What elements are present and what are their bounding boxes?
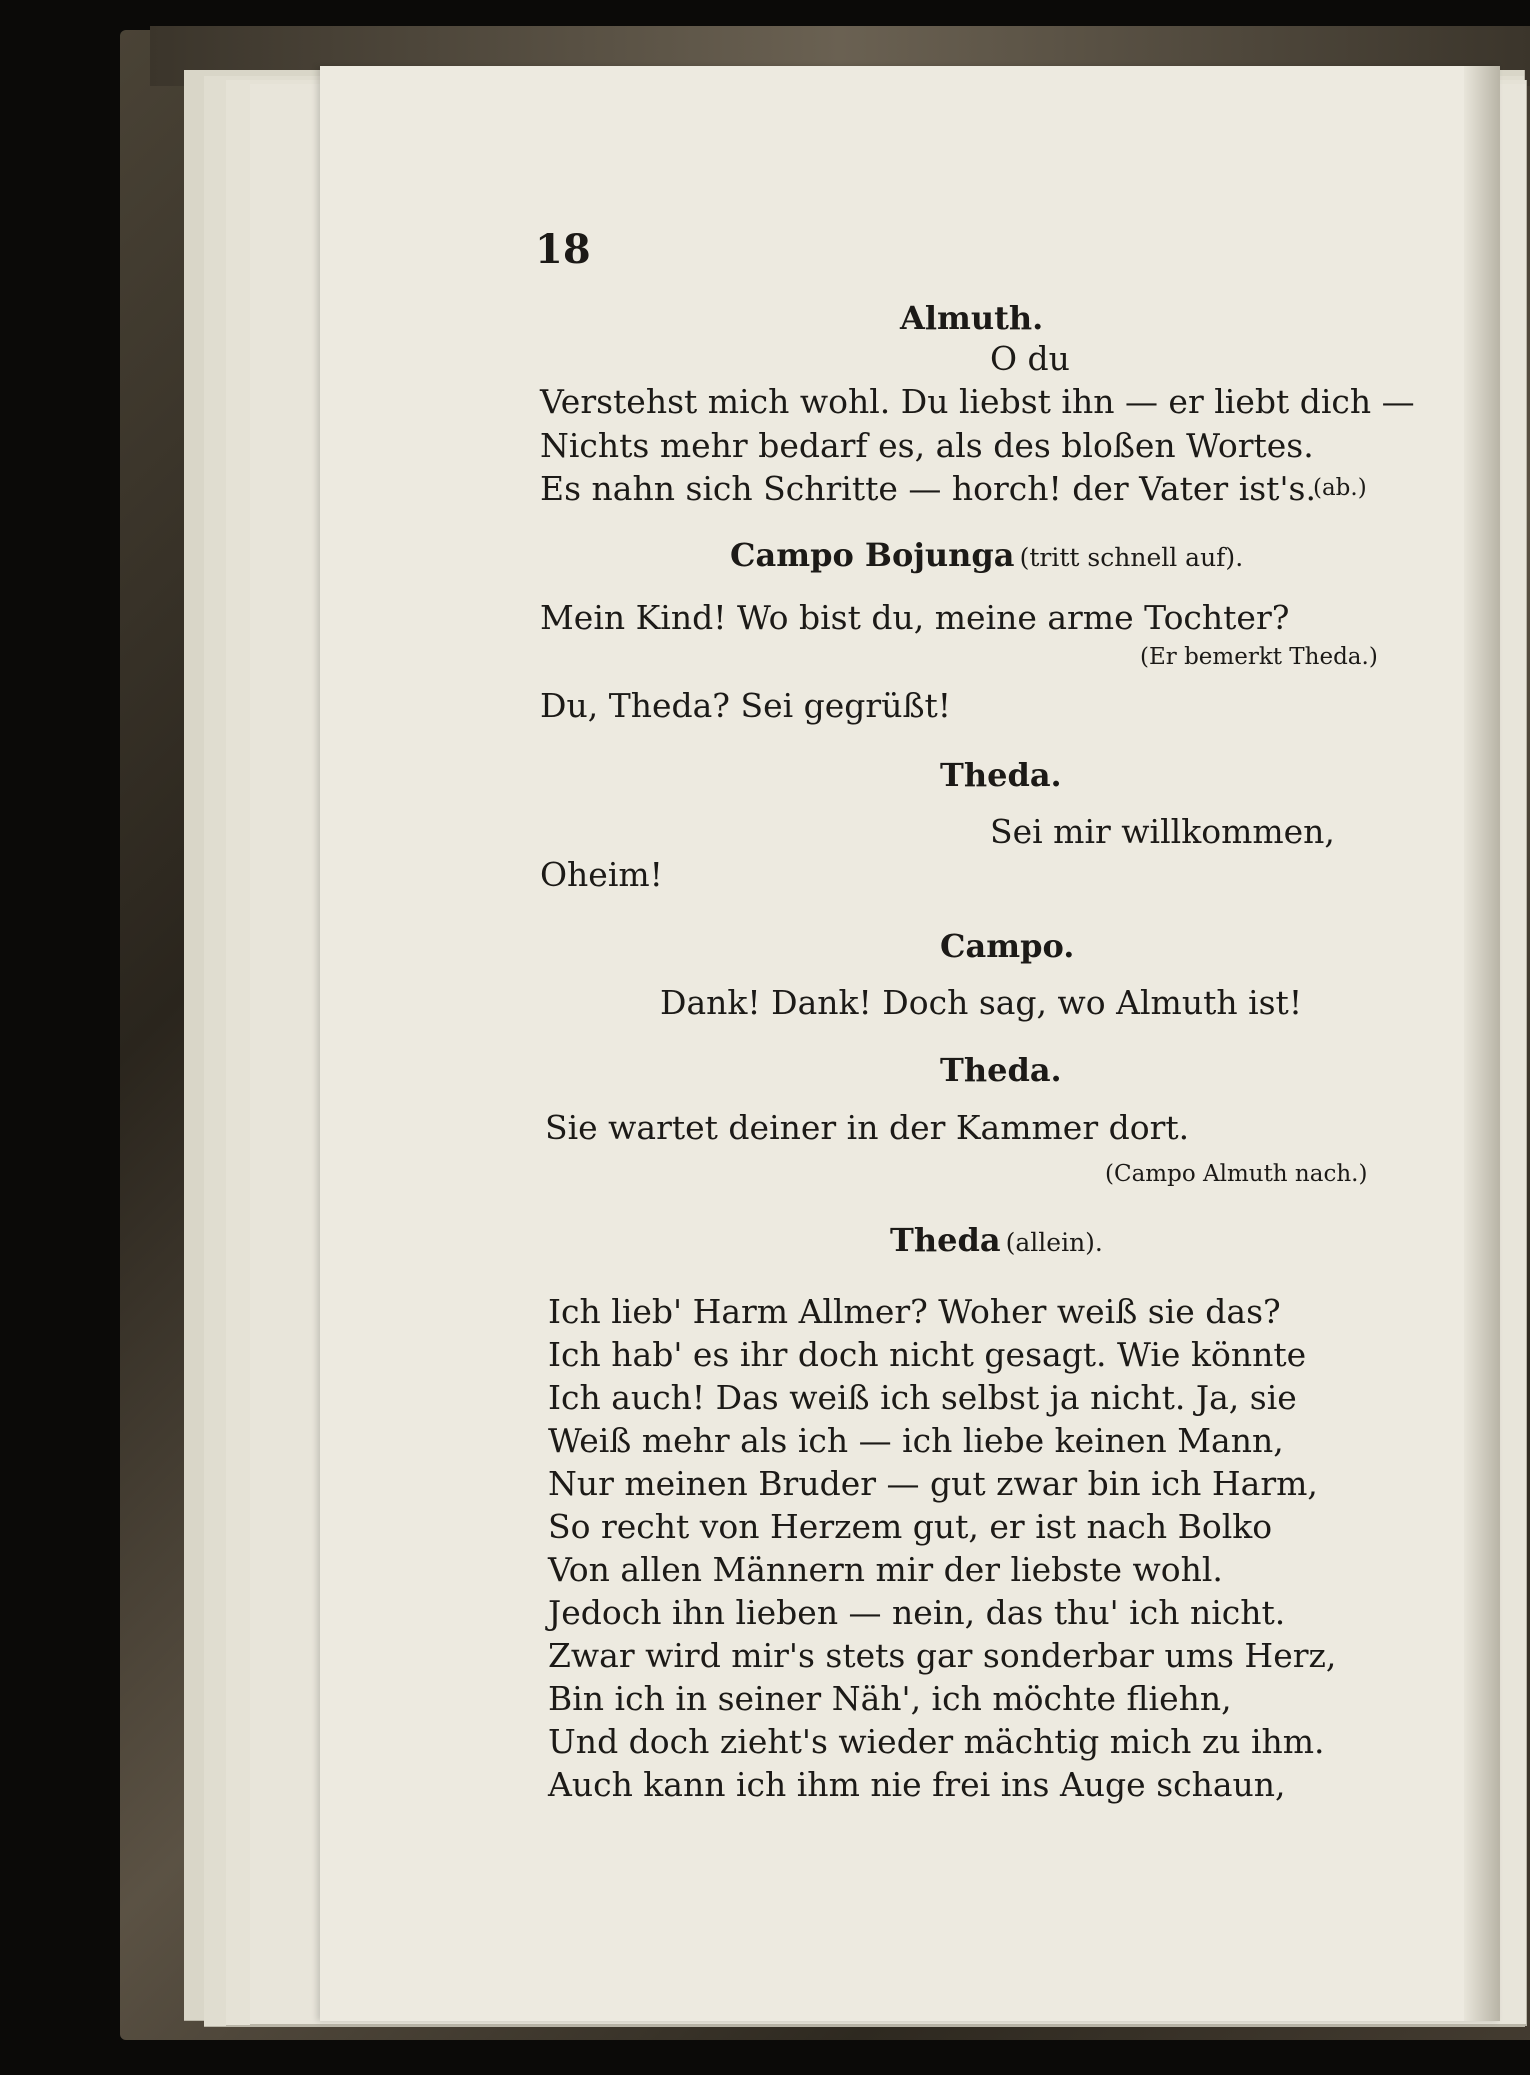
verse-line: Es nahn sich Schritte — horch! der Vater ist's. [540, 469, 1316, 508]
verse-line: Verstehst mich wohl. Du liebst ihn — er liebt dich — [540, 382, 1415, 421]
verse-line: Ich auch! Das weiß ich selbst ja nicht. Ja, sie [548, 1378, 1297, 1417]
verse-line: O du [990, 339, 1070, 378]
verse-line: Sie wartet deiner in der Kammer dort. [545, 1108, 1190, 1147]
speaker-name: Campo Bojunga [730, 536, 1015, 574]
speaker-name: Theda [890, 1221, 1001, 1259]
verse-line: Mein Kind! Wo bist du, meine arme Tochter? [540, 598, 1290, 637]
stage-direction: (ab.) [1313, 475, 1367, 501]
verse-line: Dank! Dank! Doch sag, wo Almuth ist! [660, 983, 1303, 1022]
speaker-heading: Campo. [940, 927, 1075, 965]
verse-line: Bin ich in seiner Näh', ich möchte fliehn, [548, 1679, 1232, 1718]
speaker-heading: Theda. [940, 1051, 1062, 1089]
page-number: 18 [535, 226, 591, 273]
stage-direction: (Campo Almuth nach.) [1105, 1161, 1368, 1187]
verse-line: Du, Theda? Sei gegrüßt! [540, 686, 952, 725]
verse-line: Nichts mehr bedarf es, als des bloßen Wortes. [540, 426, 1314, 465]
stage-direction: (Er bemerkt Theda.) [1140, 644, 1378, 670]
speaker-direction: (allein). [1005, 1228, 1103, 1257]
verse-line: Zwar wird mir's stets gar sonderbar ums Herz, [548, 1636, 1337, 1675]
speaker-heading-with-direction [730, 536, 1243, 574]
book-page [320, 66, 1500, 2021]
verse-line: Ich lieb' Harm Allmer? Woher weiß sie das? [548, 1292, 1281, 1331]
speaker-heading: Theda. [940, 756, 1062, 794]
verse-line: Auch kann ich ihm nie frei ins Auge schaun, [548, 1765, 1286, 1804]
verse-line: Und doch zieht's wieder mächtig mich zu ihm. [548, 1722, 1325, 1761]
verse-line: Sei mir willkommen, [990, 812, 1335, 851]
verse-line: Oheim! [540, 855, 663, 894]
verse-line: Jedoch ihn lieben — nein, das thu' ich nicht. [548, 1593, 1286, 1632]
verse-line: Weiß mehr als ich — ich liebe keinen Mann, [548, 1421, 1284, 1460]
verse-line: Ich hab' es ihr doch nicht gesagt. Wie könnte [548, 1335, 1307, 1374]
page-gutter [1464, 66, 1500, 2021]
speaker-heading-with-direction [890, 1221, 1103, 1259]
speaker-direction: (tritt schnell auf). [1019, 543, 1244, 572]
verse-line: Von allen Männern mir der liebste wohl. [548, 1550, 1223, 1589]
verse-line: Nur meinen Bruder — gut zwar bin ich Harm, [548, 1464, 1318, 1503]
verse-line: So recht von Herzem gut, er ist nach Bolko [548, 1507, 1273, 1546]
speaker-heading: Almuth. [900, 299, 1044, 337]
